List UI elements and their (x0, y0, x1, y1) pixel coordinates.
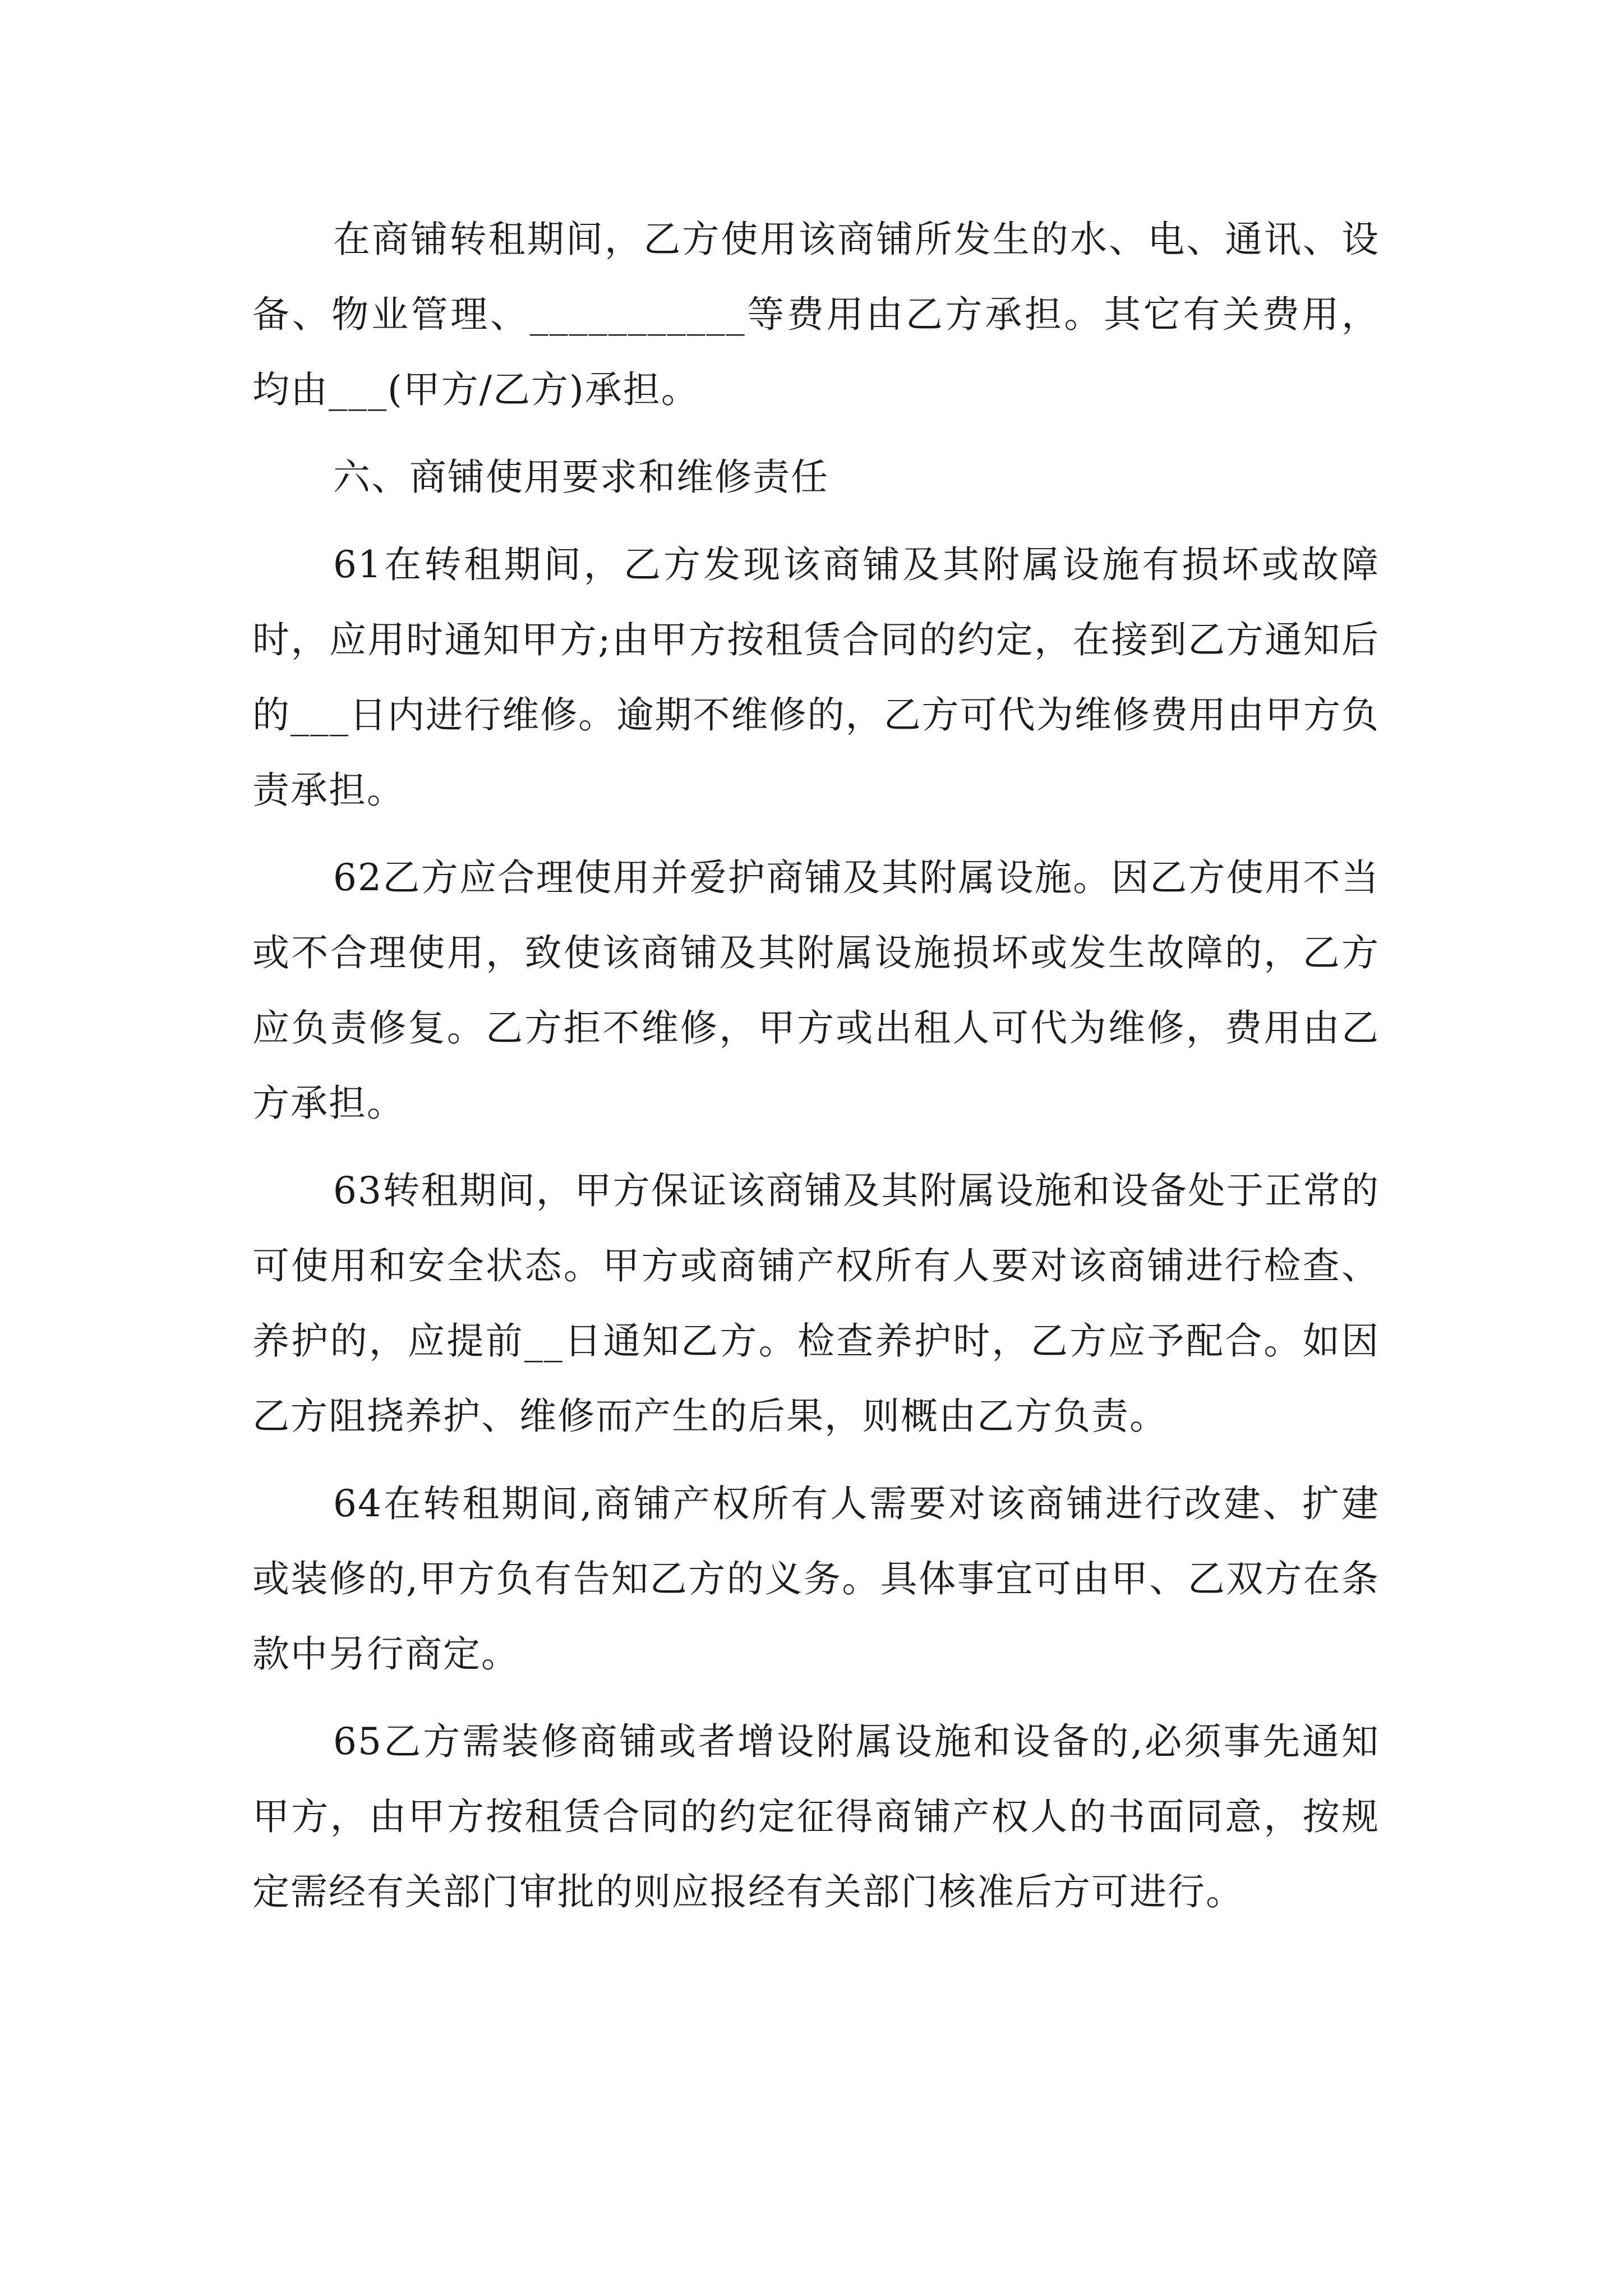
clause-62: 62乙方应合理使用并爱护商铺及其附属设施。因乙方使用不当或不合理使用，致使该商铺及其附属设施损坏或发生故障的，乙方应负责修复。乙方拒不维修，甲方或出租人可代为维修，费用由乙方承担。 (252, 856, 1380, 1125)
clause-65: 65乙方需装修商铺或者增设附属设施和设备的,必须事先通知甲方，由甲方按租赁合同的约定征得商铺产权人的书面同意，按规定需经有关部门审批的则应报经有关部门核准后方可进行。 (252, 1720, 1380, 1913)
clause-64: 64在转租期间,商铺产权所有人需要对该商铺进行改建、扩建或装修的,甲方负有告知乙方的义务。具体事宜可由甲、乙双方在条款中另行商定。 (252, 1482, 1380, 1676)
section-heading-usage-maintenance: 六、商铺使用要求和维修责任 (333, 455, 829, 499)
paragraph-fees: 在商铺转租期间，乙方使用该商铺所发生的水、电、通讯、设备、物业管理、___________等费用由乙方承担。其它有关费用，均由___(甲方/乙方)承担。 (252, 218, 1380, 411)
clause-61: 61在转租期间，乙方发现该商铺及其附属设施有损坏或故障时，应用时通知甲方;由甲方按租赁合同的约定，在接到乙方通知后的___日内进行维修。逾期不维修的，乙方可代为维修费用由甲方负责承担。 (252, 543, 1380, 812)
clause-63: 63转租期间，甲方保证该商铺及其附属设施和设备处于正常的可使用和安全状态。甲方或商铺产权所有人要对该商铺进行检查、养护的，应提前__日通知乙方。检查养护时，乙方应予配合。如因乙方阻挠养护、维修而产生的后果，则概由乙方负责。 (252, 1169, 1380, 1438)
document-page (252, 202, 1380, 1930)
